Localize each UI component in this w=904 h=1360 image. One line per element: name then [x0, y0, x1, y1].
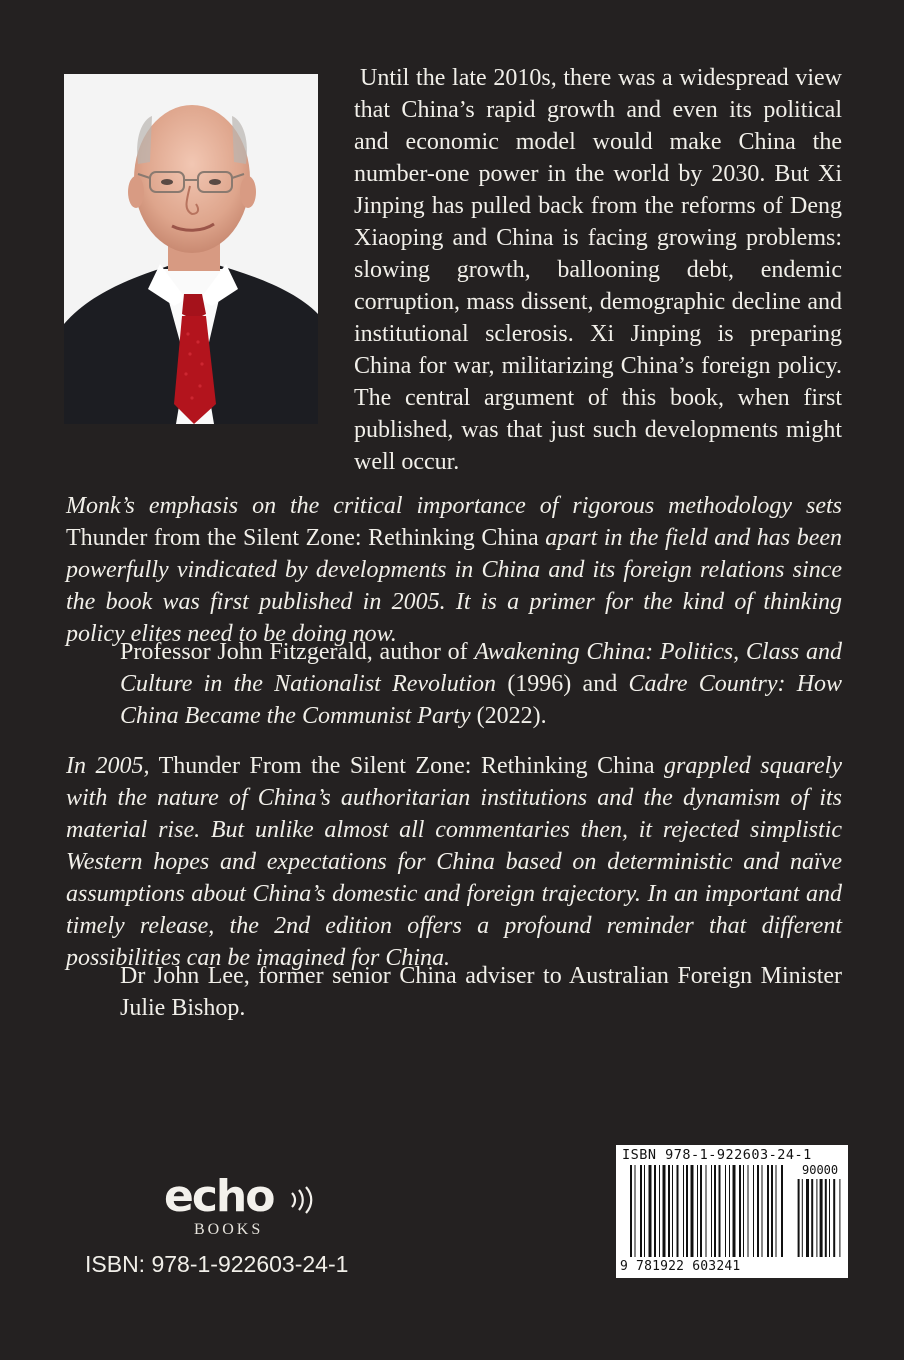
barcode-bar	[668, 1165, 670, 1257]
logo-wordmark: echo	[164, 1171, 274, 1222]
barcode-addon-bar	[798, 1179, 800, 1257]
barcode-bar	[635, 1165, 636, 1257]
attr1-book2: Cadre Country: How China Became the Communist Party	[120, 671, 843, 729]
barcode-bar	[719, 1165, 721, 1257]
barcode-bar	[776, 1165, 777, 1257]
barcode-addon-bar	[839, 1179, 840, 1257]
endorsement-quote-2	[66, 750, 842, 974]
quote2-lead: In 2005,	[66, 753, 150, 779]
barcode-bar	[714, 1165, 716, 1257]
quote1-tail: apart in the field and has been powerfully vindicated by developments in China and its foreign relations since the book was first published in 2005. It is a primer for the kind of thinking policy elites need to be doing now.	[66, 525, 842, 647]
author-photo	[64, 74, 318, 424]
barcode-bar	[691, 1165, 694, 1257]
endorsement-attribution-2: Dr John Lee, former senior China adviser to Australian Foreign Minister Julie Bishop.	[120, 963, 842, 1021]
barcode-bar	[706, 1165, 707, 1257]
barcode-bar	[654, 1165, 656, 1257]
barcode-bar	[640, 1165, 642, 1257]
barcode-bar	[771, 1165, 773, 1257]
barcode-bar	[686, 1165, 688, 1257]
sound-waves-icon	[288, 1185, 318, 1215]
barcode-bar	[753, 1165, 754, 1257]
barcode-bar	[659, 1165, 660, 1257]
barcode-digits: 9 781922 603241	[620, 1259, 741, 1274]
barcode-isbn-text: ISBN 978-1-922603-24-1	[622, 1147, 812, 1163]
barcode-bar	[700, 1165, 702, 1257]
barcode-bar	[677, 1165, 679, 1257]
barcode-bar	[781, 1165, 783, 1257]
barcode-bar	[739, 1165, 741, 1257]
attr1-prefix: Professor John Fitzgerald, author of	[120, 639, 468, 665]
attr1-year2: (2022).	[476, 703, 547, 729]
barcode-addon-bar	[833, 1179, 835, 1257]
barcode-bar	[733, 1165, 736, 1257]
endorsement-attribution-1	[120, 636, 842, 732]
barcode-bar	[663, 1165, 666, 1257]
attr1-book1: Awakening China: Politics, Class and Culture in the Nationalist Revolution	[120, 639, 842, 697]
barcode-addon-bar	[829, 1179, 830, 1257]
barcode-bar	[711, 1165, 712, 1257]
barcode-addon-bar	[816, 1179, 817, 1257]
endorsement-quote-1	[66, 490, 842, 650]
barcode-bar	[725, 1165, 726, 1257]
barcode-bar	[762, 1165, 763, 1257]
barcode-bar	[630, 1165, 632, 1257]
book-blurb: Until the late 2010s, there was a widespread view that China’s rapid growth and even its political and economic model would make China the number-one power in the world by 2030. But Xi Jinping has pulled back from the reforms of Deng Xiaoping and China is facing growing problems: slowing growth, ballooning debt, endemic corruption, mass dissent, demographic decline and institutional sclerosis. Xi Jinping is preparing China for war, militarizing China’s foreign policy. The central argument of this book, when first published, was that just such developments might well occur.	[354, 65, 842, 475]
quote1-book-title: Thunder from the Silent Zone: Rethinking China	[66, 525, 539, 551]
attr1-year1: (1996) and	[507, 671, 618, 697]
quote2-book-title: Thunder From the Silent Zone: Rethinking China	[158, 753, 655, 779]
isbn-barcode	[616, 1145, 848, 1278]
barcode-addon-bar	[811, 1179, 813, 1257]
barcode-bar	[697, 1165, 698, 1257]
barcode-addon-number: 90000	[802, 1163, 839, 1177]
barcode-bar	[757, 1165, 759, 1257]
quote1-lead: Monk’s emphasis on the critical importance of rigorous methodology sets	[66, 493, 842, 519]
barcode-addon-bar	[825, 1179, 827, 1257]
quote2-tail: grappled squarely with the nature of China’s authoritarian institutions and the dynamism of its material rise. But unlike almost all commentaries then, it rejected simplistic Western hopes and expectations for China based on deterministic and naïve assumptions about China’s domestic and foreign trajectory. In an important and timely release, the 2nd edition offers a profound reminder that different possibilities can be imagined for China.	[66, 753, 842, 971]
logo-subtitle: BOOKS	[194, 1221, 264, 1238]
publisher-logo	[164, 1171, 324, 1245]
barcode-addon-bar	[806, 1179, 809, 1257]
barcode-bar	[767, 1165, 769, 1257]
barcode-addon-bar	[820, 1179, 823, 1257]
barcode-bar	[743, 1165, 744, 1257]
barcode-addon-bar	[802, 1179, 803, 1257]
barcode-bar	[729, 1165, 730, 1257]
barcode-bar	[748, 1165, 749, 1257]
isbn-label: ISBN: 978-1-922603-24-1	[85, 1251, 349, 1277]
barcode-bar	[683, 1165, 684, 1257]
barcode-bar	[672, 1165, 673, 1257]
barcode-bar	[644, 1165, 645, 1257]
barcode-bar	[649, 1165, 652, 1257]
